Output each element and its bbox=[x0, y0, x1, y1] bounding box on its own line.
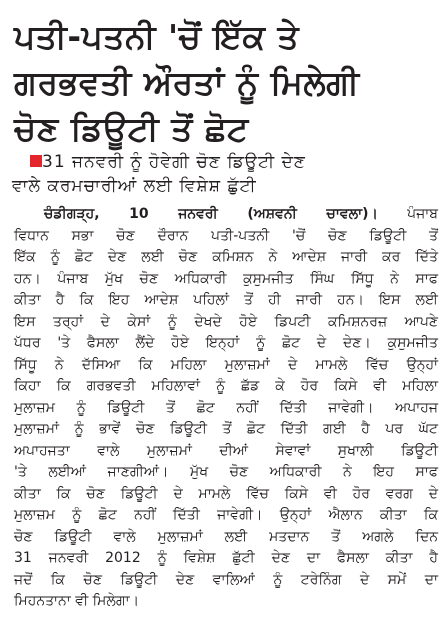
article-line: ਪੱਧਰ 'ਤੇ ਫੈਸਲਾ ਲੈਂਦੇ ਹੋਏ ਇਨ੍ਹਾਂ ਨੂੰ ਛੋਟ ਦੇ ਦੇਣ। ਕੁਸੁਮਜੀਤ bbox=[14, 335, 438, 351]
article-line-last: ਮਿਹਨਤਾਨਾ ਵੀ ਮਿਲੇਗਾ। bbox=[14, 593, 140, 609]
headline-line-1: ਪਤੀ-ਪਤਨੀ 'ਚੋਂ ਇੱਕ ਤੇ bbox=[14, 17, 300, 56]
article-text: ਪੰਜਾਬ bbox=[377, 206, 438, 222]
article-line: ਚੋਣ ਡਿਊਟੀ ਵਾਲੇ ਮੁਲਾਜ਼ਮਾਂ ਲਈ ਮਤਦਾਨ ਤੋਂ ਅਗਲੇ ਦਿਨ bbox=[14, 528, 438, 545]
subheadline-line-1: 31 ਜਨਵਰੀ ਨੂੰ ਹੋਵੇਗੀ ਚੋਣ ਡਿਊਟੀ ਦੇਣ bbox=[42, 152, 306, 172]
article-line: ਜਦੋਂ ਕਿ ਚੋਣ ਡਿਊਟੀ ਦੇਣ ਵਾਲਿਆਂ ਨੂੰ ਟਰੇਨਿੰਗ ਦੇ ਸਮੇਂ ਦਾ bbox=[14, 571, 438, 588]
headline-line-2: ਗਰਭਵਤੀ ਔਰਤਾਂ ਨੂੰ ਮਿਲੇਗੀ bbox=[14, 63, 360, 102]
red-square-bullet-icon bbox=[30, 155, 42, 167]
article-line: ਕਿਹਾ ਕਿ ਗਰਭਵਤੀ ਮਹਿਲਾਵਾਂ ਨੂੰ ਛੱਡ ਕੇ ਹੋਰ ਕਿਸੇ ਵੀ ਮਹਿਲਾ bbox=[14, 378, 438, 394]
headline-line-3: ਚੋਣ ਡਿਊਟੀ ਤੋਂ ਛੋਟ bbox=[14, 109, 249, 148]
article-line: ਸਿੱਧੂ ਨੇ ਦੱਸਿਆ ਕਿ ਮਹਿਲਾ ਮੁਲਾਜ਼ਮਾਂ ਦੇ ਮਾਮਲੇ ਵਿੱਚ ਉਨ੍ਹਾਂ bbox=[14, 356, 438, 373]
subheadline-line-2: ਵਾਲੇ ਕਰਮਚਾਰੀਆਂ ਲਈ ਵਿਸ਼ੇਸ਼ ਛੁੱਟੀ bbox=[12, 176, 257, 196]
article-line: ਹਨ। ਪੰਜਾਬ ਮੁੱਖ ਚੋਣ ਅਧਿਕਾਰੀ ਕੁਸੁਮਜੀਤ ਸਿੰਘ ਸਿੱਧੂ ਨੇ ਸਾਫ bbox=[14, 270, 438, 287]
subheadline bbox=[12, 150, 438, 198]
article-line: ਮੁਲਾਜ਼ਮਾਂ ਨੂੰ ਭਾਵੇਂ ਚੋਣ ਡਿਊਟੀ ਤੋਂ ਛੋਟ ਦਿੱਤੀ ਗਈ ਹੈ ਪਰ ਘੱਟ bbox=[14, 421, 438, 437]
article-line bbox=[14, 204, 438, 226]
article-line: 'ਤੇ ਲਈਆਂ ਜਾਣਗੀਆਂ। ਮੁੱਖ ਚੋਣ ਅਧਿਕਾਰੀ ਨੇ ਇਹ ਸਾਫ bbox=[14, 464, 438, 480]
article-line: 31 ਜਨਵਰੀ 2012 ਨੂੰ ਵਿਸ਼ੇਸ਼ ਛੁੱਟੀ ਦੇਣ ਦਾ ਫੈਸਲਾ ਕੀਤਾ ਹੈ bbox=[14, 550, 438, 566]
article-line: ਮੁਲਾਜ਼ਮ ਨੂੰ ਛੋਟ ਨਹੀਂ ਦਿੱਤੀ ਜਾਵੇਗੀ। ਉਨ੍ਹਾਂ ਐਲਾਨ ਕੀਤਾ ਕਿ bbox=[14, 507, 438, 523]
headline bbox=[14, 14, 438, 152]
article-line: ਕੀਤਾ ਹੈ ਕਿ ਇਹ ਆਦੇਸ਼ ਪਹਿਲਾਂ ਤੋਂ ਹੀ ਜਾਰੀ ਹਨ। ਇਸ ਲਈ bbox=[14, 292, 438, 308]
article-line: ਵਿਧਾਨ ਸਭਾ ਚੋਣ ਦੌਰਾਨ ਪਤੀ-ਪਤਨੀ 'ਚੋਂ ਚੋਣ ਡਿਊਟੀ ਤੋਂ bbox=[14, 227, 438, 244]
article-line: ਇੱਕ ਨੂੰ ਛੋਟ ਦੇਣ ਲਈ ਚੋਣ ਕਮਿਸ਼ਨ ਨੇ ਆਦੇਸ਼ ਜਾਰੀ ਕਰ ਦਿੱਤੇ bbox=[14, 249, 438, 265]
article-line: ਕੀਤਾ ਕਿ ਚੋਣ ਡਿਊਟੀ ਦੇ ਮਾਮਲੇ ਵਿੱਚ ਕਿਸੇ ਵੀ ਹੋਰ ਵਰਗ ਦੇ bbox=[14, 485, 438, 502]
article-line: ਮੁਲਾਜ਼ਮ ਨੂੰ ਡਿਊਟੀ ਤੋਂ ਛੋਟ ਨਹੀਂ ਦਿੱਤੀ ਜਾਵੇਗੀ। ਅਪਾਹਜ bbox=[14, 399, 438, 416]
dateline: ਚੰਡੀਗੜ੍ਹ, 10 ਜਨਵਰੀ (ਅਸ਼ਵਨੀ ਚਾਵਲਾ)। bbox=[44, 206, 378, 222]
article-line: ਅਪਾਹਜਤਾ ਵਾਲੇ ਮੁਲਾਜ਼ਮਾਂ ਦੀਆਂ ਸੇਵਾਵਾਂ ਸੁਖਾਲੀ ਡਿਊਟੀ bbox=[14, 442, 438, 459]
article-body bbox=[14, 204, 438, 613]
article-line: ਇਸ ਤਰ੍ਹਾਂ ਦੇ ਕੇਸਾਂ ਨੂੰ ਦੇਖਦੇ ਹੋਏ ਡਿਪਟੀ ਕਮਿਸ਼ਨਰਜ਼ ਆਪਣੇ bbox=[14, 313, 438, 330]
